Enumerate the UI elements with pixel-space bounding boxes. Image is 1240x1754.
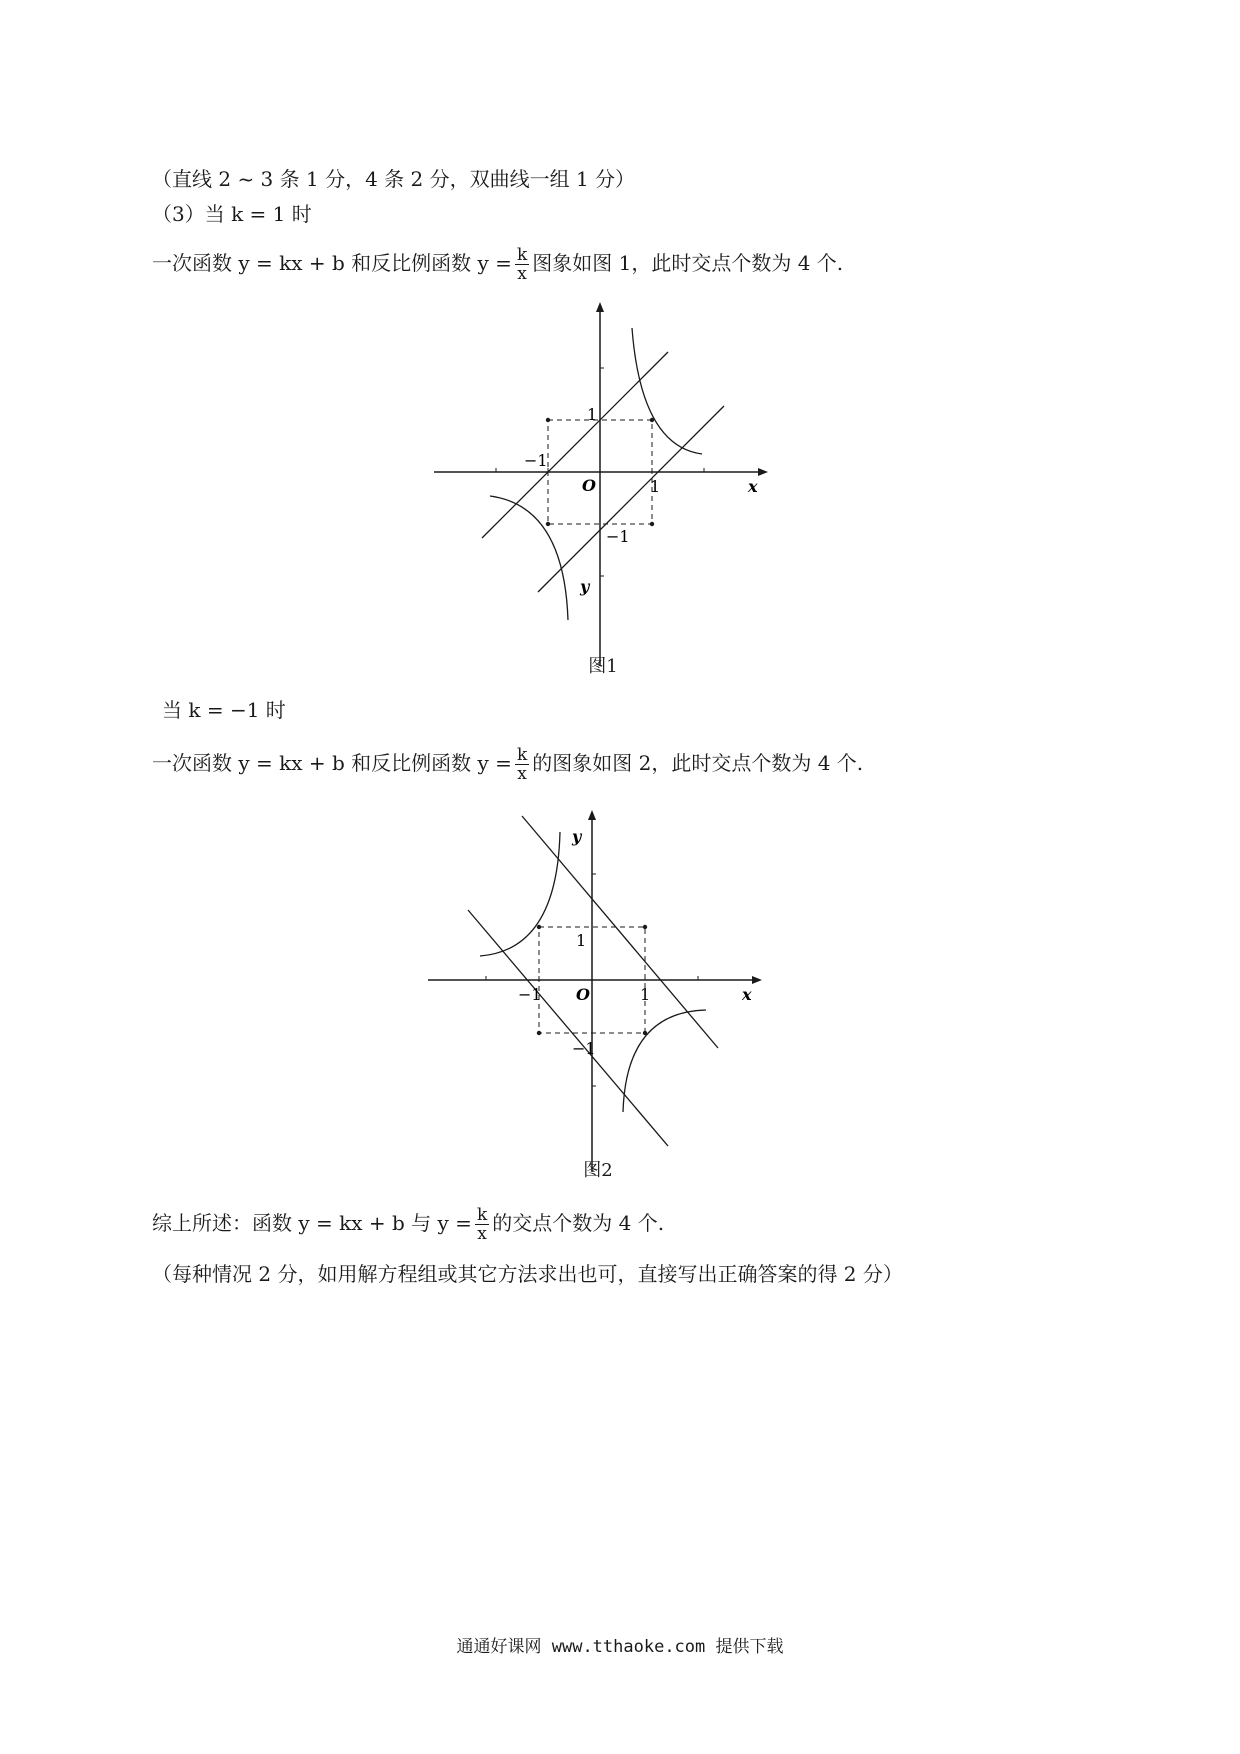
fraction-k-over-x: [515, 746, 529, 783]
case-k-minus-1-heading: 当 k = −1 时: [162, 698, 286, 722]
x-axis-arrow: [752, 976, 762, 984]
tick-label-x-neg: −1: [524, 451, 548, 470]
origin-label: O: [582, 476, 596, 495]
fraction-numerator: k: [476, 1205, 488, 1225]
figure-2-graph: [426, 800, 770, 1182]
hyperbola-branch-q1: [632, 328, 702, 454]
case-k-minus-1-description: [152, 746, 863, 783]
figure-1-graph: [432, 296, 774, 676]
line-y-equals-neg-x-minus-1: [468, 910, 668, 1146]
corner-point: [537, 925, 541, 929]
corner-point: [537, 1031, 541, 1035]
x-axis-label: x: [748, 477, 758, 496]
y-axis-arrow: [596, 302, 604, 312]
corner-point: [650, 522, 654, 526]
tick-label-x-pos: 1: [640, 985, 651, 1004]
line-y-equals-neg-x-plus-1: [522, 816, 718, 1048]
scoring-note-1: （直线 2 ~ 3 条 1 分，4 条 2 分，双曲线一组 1 分）: [152, 167, 636, 191]
line-y-equals-x-minus-1: [538, 406, 724, 592]
y-axis-arrow: [588, 810, 596, 820]
origin-label: O: [576, 985, 590, 1004]
fraction-k-over-x: [475, 1206, 489, 1243]
text-pre: 一次函数 y = kx + b 和反比例函数 y =: [152, 251, 512, 275]
fraction-k-over-x: [515, 246, 529, 283]
fraction-numerator: k: [516, 245, 528, 265]
text-pre: 综上所述：函数 y = kx + b 与 y =: [152, 1211, 472, 1235]
text-post: 图象如图 1，此时交点个数为 4 个.: [532, 251, 844, 275]
fraction-denominator: x: [517, 764, 527, 784]
y-axis-label: y: [580, 577, 590, 596]
figure-2: [426, 800, 770, 1182]
footer-source: 通通好课网 www.tthaoke.com 提供下载: [456, 1637, 784, 1657]
corner-point: [546, 522, 550, 526]
tick-label-y-pos: 1: [576, 931, 587, 950]
tick-label-x-pos: 1: [650, 477, 661, 496]
tick-label-y-neg: −1: [606, 527, 630, 546]
y-axis-label: y: [572, 827, 582, 846]
tick-label-y-neg: −1: [572, 1039, 596, 1058]
corner-point: [643, 925, 647, 929]
text-post: 的交点个数为 4 个.: [492, 1211, 665, 1235]
figure-1: [432, 296, 774, 676]
scoring-note-2: （每种情况 2 分，如用解方程组或其它方法求出也可，直接写出正确答案的得 2 分）: [152, 1262, 903, 1286]
case-k-1-description: [152, 246, 843, 283]
case-k-1-heading: （3）当 k = 1 时: [152, 202, 312, 226]
hyperbola-branch-q3: [490, 496, 568, 620]
figure-1-caption: 图1: [588, 656, 618, 677]
summary-line: [152, 1206, 664, 1243]
tick-label-y-pos: 1: [587, 405, 598, 424]
x-axis-label: x: [742, 985, 752, 1004]
figure-2-caption: 图2: [583, 1160, 613, 1181]
corner-point: [546, 418, 550, 422]
fraction-numerator: k: [516, 745, 528, 765]
hyperbola-branch-q4: [623, 1010, 706, 1112]
fraction-denominator: x: [517, 264, 527, 284]
x-axis-arrow: [758, 468, 768, 476]
fraction-denominator: x: [477, 1224, 487, 1244]
text-pre: 一次函数 y = kx + b 和反比例函数 y =: [152, 751, 512, 775]
text-post: 的图象如图 2，此时交点个数为 4 个.: [532, 751, 864, 775]
tick-label-x-neg: −1: [518, 985, 542, 1004]
